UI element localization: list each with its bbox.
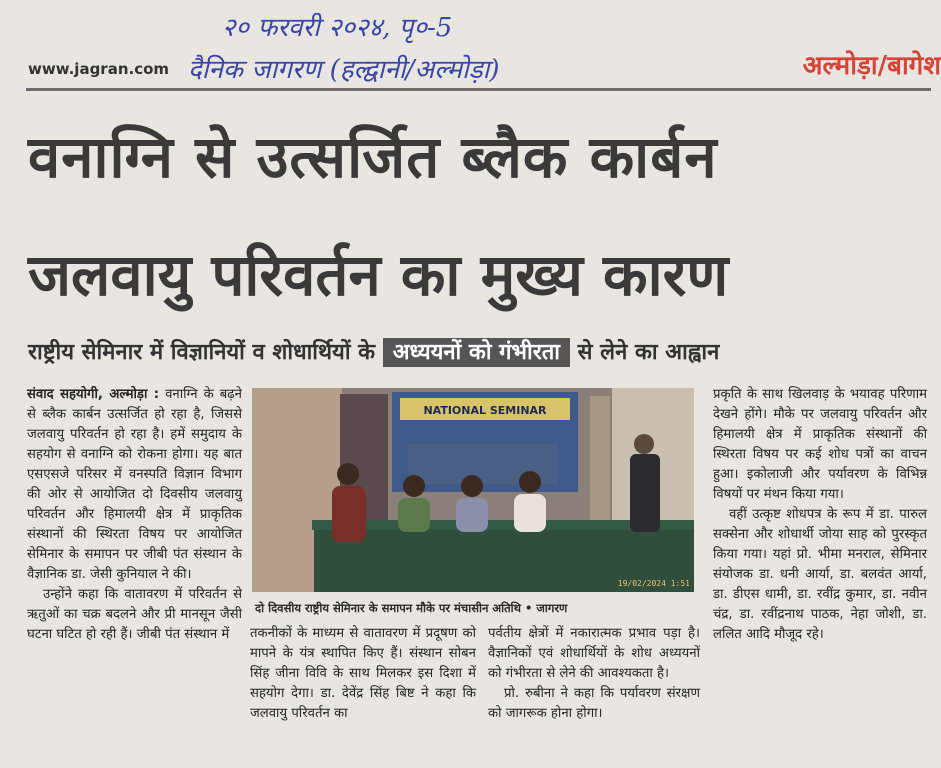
article-column-2b — [488, 624, 700, 724]
photo-timestamp: 19/02/2024 1:51 — [617, 579, 690, 588]
article-paragraph: पर्वतीय क्षेत्रों में नकारात्मक प्रभाव पड़ा है। वैज्ञानिकों एवं शोधार्थियों के शोध अध्ययनों को गंभीरता से लेने की आवश्यकता है। — [488, 626, 700, 681]
headline-line-1: वनाग्नि से उत्सर्जित ब्लैक कार्बन — [28, 123, 718, 191]
article-paragraph: उन्होंने कहा कि वातावरण में परिवर्तन से ऋतुओं का चक्र बदलने और प्री मानसून जैसी घटना घटित हो रही हैं। जीबी पंत संस्थान में — [27, 587, 242, 642]
byline: संवाद सहयोगी, अल्मोड़ा : — [27, 387, 160, 402]
headline-line-2: जलवायु परिवर्तन का मुख्य कारण — [28, 241, 729, 309]
article-column-3 — [713, 385, 927, 645]
header-rule — [26, 88, 931, 91]
subheadline — [28, 336, 928, 366]
article-paragraph — [27, 385, 242, 585]
seminar-photo-illustration — [252, 388, 694, 592]
banner-text: NATIONAL SEMINAR — [423, 404, 547, 417]
subheadline-before: राष्ट्रीय सेमिनार में विज्ञानियों व शोधार्थियों के — [28, 340, 376, 365]
article-paragraph: प्रकृति के साथ खिलवाड़ के भयावह परिणाम देखने होंगे। मौके पर जलवायु परिवर्तन और हिमालयी क्षेत्र में प्राकृतिक संस्थानों की स्थिरता विषय पर कई शोध पत्रों का वाचन हुआ। इकोलाजी और पर्यावरण के विभिन्न विषयों पर मंथन किया गया। — [713, 387, 927, 502]
article-column-2a — [250, 624, 476, 724]
handwritten-source: दैनिक जागरण (हल्द्वानी/अल्मोड़ा) — [188, 55, 500, 85]
subheadline-after: से लेने का आह्वान — [577, 340, 720, 365]
edition-label: अल्मोड़ा/बागेश — [802, 51, 941, 81]
photo-caption: दो दिवसीय राष्ट्रीय सेमिनार के समापन मौके पर मंचासीन अतिथि • जागरण — [255, 601, 568, 615]
paragraph-text: वनाग्नि के बढ़ने से ब्लैक कार्बन उत्सर्जित हो रहा है, जिससे जलवायु परिवर्तन हो रहा है। हमें समुदाय के सहयोग से वनाग्नि को रोकना होगा। यह बात एसएसजे परिसर में वनस्पति विज्ञान विभाग की ओर से आयोजित दो दिवसीय जलवायु परिवर्तन और हिमालयी क्षेत्र में प्राकृतिक संस्थानों की स्थिरता विषय पर आयोजित सेमिनार के समापन पर जीबी पंत संस्थान के वैज्ञानिक डा. जेसी कुनियाल ने की। — [27, 387, 242, 582]
article-paragraph: वहीं उत्कृष्ट शोधपत्र के रूप में डा. पारुल सक्सेना और शोधार्थी जोया साह को पुरस्कृत किया गया। यहां प्रो. भीमा मनराल, सेमिनार संयोजक डा. धनी आर्या, डा. बलवंत आर्या, डा. डीएस धामी, डा. रवींद्र कुमार, डा. नवीन चंद्र, डा. रवींद्रनाथ पाठक, नेहा जोशी, डा. ललित आदि मौजूद रहे। — [713, 507, 927, 642]
subheadline-highlight: अध्ययनों को गंभीरता — [383, 338, 570, 367]
site-url: www.jagran.com — [28, 60, 170, 78]
article-column-1 — [27, 385, 242, 645]
article-paragraph: प्रो. रुबीना ने कहा कि पर्यावरण संरक्षण को जागरूक होना होगा। — [488, 686, 700, 721]
seminar-photo — [252, 388, 694, 592]
handwritten-date: २० फरवरी २०२४, पृ०-5 — [222, 13, 453, 43]
article-paragraph: तकनीकों के माध्यम से वातावरण में प्रदूषण को मापने के यंत्र स्थापित किए हैं। संस्थान सोबन सिंह जीना विवि के साथ मिलकर इस दिशा में सहयोग देगा। डा. देवेंद्र सिंह बिष्ट ने कहा कि जलवायु परिवर्तन का — [250, 626, 476, 721]
